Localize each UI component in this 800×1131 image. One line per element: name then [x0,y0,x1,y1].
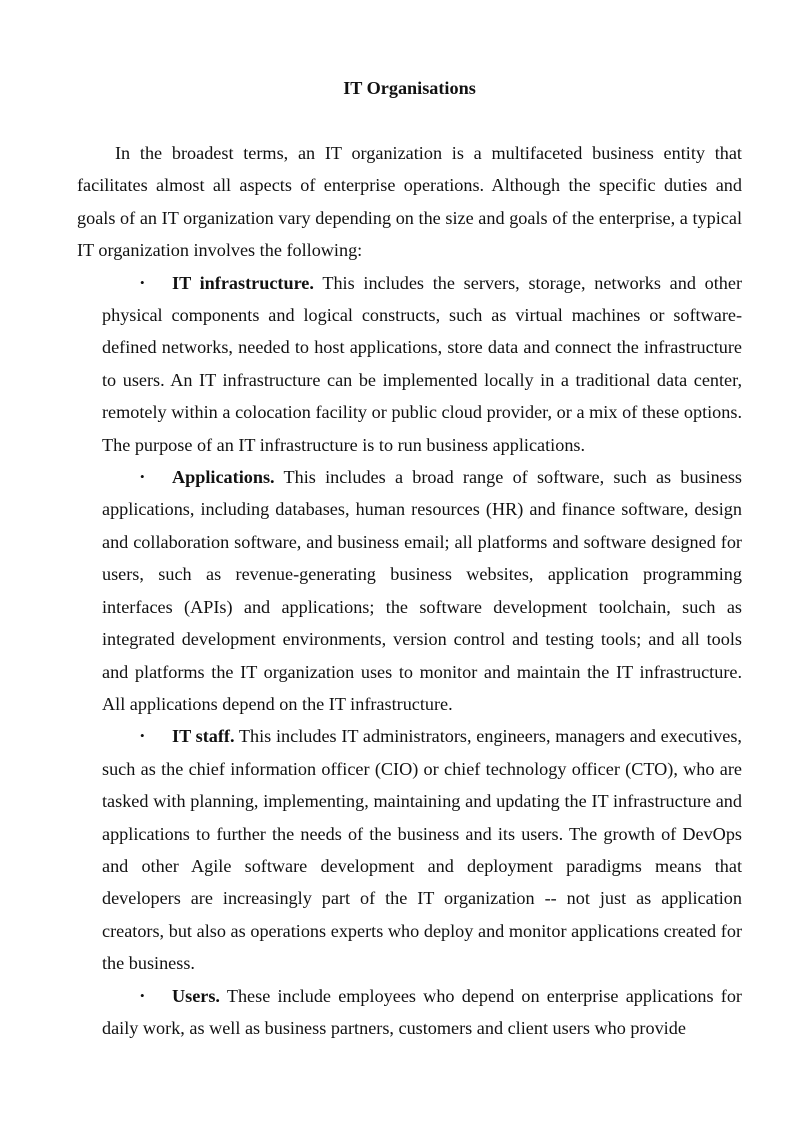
item-lead: IT infrastructure. [172,272,314,293]
list-item-users [102,980,742,1045]
bullet-icon: • [140,728,145,744]
list-item-applications [102,461,742,720]
item-text: This includes IT administrators, engineers, managers and executives, such as the chief information officer (CIO) or chief technology officer (CTO), who are tasked with planning, implementing, maintaining and updating the IT infrastructure and applications to further the needs of the business and its users. The growth of DevOps and other Agile software development and deployment paradigms means that developers are increasingly part of the IT organization -- not just as application creators, but also as operations experts who deploy and monitor applications created for the business. [102,726,742,974]
item-text: These include employees who depend on enterprise applications for daily work, as well as business partners, customers and client users who provide [102,985,742,1038]
document-page [77,72,742,1044]
bullet-icon: • [140,274,145,290]
document-title: IT Organisations [343,78,476,98]
item-text: This includes a broad range of software, such as business applications, including databases, human resources (HR) and finance software, design and collaboration software, and business email; all platforms and software designed for users, such as revenue-generating business websites, application programming interfaces (APIs) and applications; the software development toolchain, such as integrated development environments, version control and testing tools; and all tools and platforms the IT organization uses to monitor and maintain the IT infrastructure. All applications depend on the IT infrastructure. [102,467,742,714]
bullet-list [77,267,742,1045]
item-lead: Users. [172,985,220,1006]
item-text: This includes the servers, storage, networks and other physical components and logical constructs, such as virtual machines or software-defined networks, needed to host applications, store data and connect the infrastructure to users. An IT infrastructure can be implemented locally in a traditional data center, remotely within a colocation facility or public cloud provider, or a mix of these options. The purpose of an IT infrastructure is to run business applications. [102,272,743,455]
intro-paragraph: In the broadest terms, an IT organization is a multifaceted business entity that facilitates almost all aspects of enterprise operations. Although the specific duties and goals of an IT organization vary depending on the size and goals of the enterprise, a typical IT organization involves the following: [77,143,742,261]
item-lead: Applications. [172,467,275,488]
list-item-it-staff [102,720,742,979]
bullet-icon: • [140,469,145,485]
bullet-icon: • [140,987,145,1003]
list-item-it-infrastructure [102,267,742,461]
item-lead: IT staff. [172,726,235,747]
